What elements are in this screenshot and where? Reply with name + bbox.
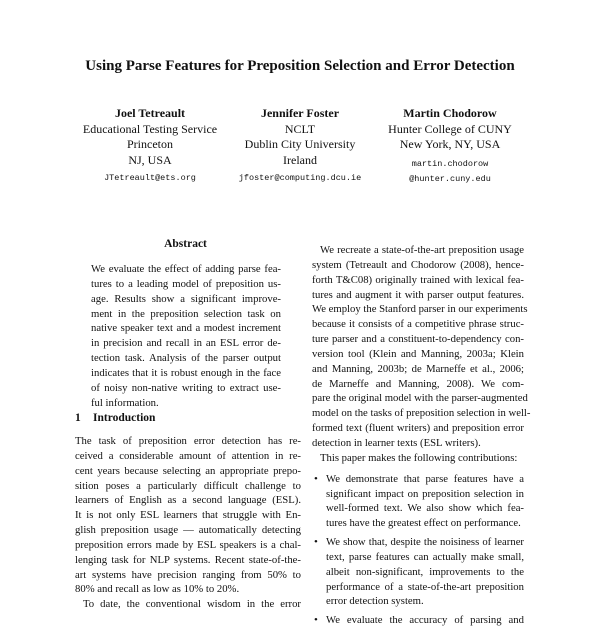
author-affiliation: Hunter College of CUNY (388, 121, 512, 136)
abstract-heading: Abstract (164, 238, 207, 250)
text-line: We employ the Stanford parser in our experiments (312, 303, 528, 316)
bullet-icon: • (314, 536, 318, 549)
abstract-text (91, 262, 281, 410)
text-line: performance of a state-of-the-art preposition (326, 580, 524, 593)
text-line: ful information. (91, 396, 159, 409)
text-line: tures to a leading model of preposition us- (91, 277, 281, 290)
author-affiliation: Dublin City University (244, 137, 356, 151)
text-line: because it consists of a competitive phrase struc- (312, 318, 524, 331)
author-block-1 (70, 106, 230, 187)
text-line: To date, the conventional wisdom in the error (83, 598, 301, 611)
right-column-text (312, 243, 531, 628)
text-line: cent years because selecting an appropriate prepo- (75, 464, 301, 477)
text-line: ture parser and a constituent-to-dependency con- (312, 333, 524, 346)
text-line: model on the tasks of preposition selection in well- (312, 407, 531, 420)
author-block-3 (370, 106, 530, 188)
author-name: Joel Tetreault (114, 106, 186, 120)
text-line: native speaker text and a modest increment (91, 322, 281, 335)
text-line: It is not only ESL learners that struggle with En- (75, 509, 301, 522)
author-affiliation: Educational Testing Service (82, 121, 218, 136)
text-line: in precision and recall in an ESL error de- (91, 337, 281, 350)
author-affiliation: NCLT (284, 121, 316, 136)
text-line: 80% and recall as low as 10% to 20%. (75, 583, 240, 596)
text-line: ceived a considerable amount of attention in re- (75, 449, 301, 462)
text-line: We evaluate the accuracy of parsing and (326, 614, 524, 627)
text-line: text, parse features can actually make small, (326, 550, 524, 563)
author-affiliation: NJ, USA (128, 152, 172, 167)
text-line: The task of preposition error detection has re- (75, 435, 301, 447)
text-line: tection task. Analysis of the parser output (91, 352, 281, 365)
text-line: of noisy non-native writing to extract use- (91, 381, 281, 394)
text-line: preposition errors made by ESL speakers is a chal- (75, 538, 301, 551)
text-line: age. Results show a significant improve- (91, 292, 281, 305)
author-affiliation: Princeton (127, 137, 173, 151)
bullet-icon: • (314, 614, 318, 627)
text-line: pare the original model with the parser-augmented (312, 392, 528, 405)
text-line: well-formed text. We also show which fea- (326, 502, 524, 515)
text-line: de Marneffe and Manning, 2008). We com- (312, 377, 524, 390)
text-line: We evaluate the effect of adding parse fea- (91, 263, 281, 275)
text-line: significant impact on preposition selection in (326, 487, 524, 500)
text-line: We demonstrate that parse features have a (326, 472, 524, 485)
text-line: tures and augment it with parser output features. (312, 288, 524, 301)
text-line: lenging task for NLP systems. Recent state-of-the- (75, 553, 301, 566)
author-email: JTetreault@ets.org (104, 173, 196, 183)
text-line: and Manning, 2003b; de Marneffe et al., 2006; (312, 362, 524, 375)
text-line: detection in learner texts (ESL writers). (312, 436, 481, 449)
section-title: Introduction (93, 412, 156, 424)
text-line: error detection system. (326, 595, 424, 608)
author-email: martin.chodorow (411, 158, 489, 169)
text-line: This paper makes the following contributions: (320, 451, 518, 464)
text-line: We recreate a state-of-the-art preposition usage (320, 244, 524, 256)
section-heading-introduction (75, 412, 155, 424)
bullet-icon: • (314, 472, 318, 485)
text-line: art systems have precision ranging from 50% to (75, 568, 301, 581)
author-name: Martin Chodorow (403, 106, 497, 120)
author-block-2 (220, 106, 380, 187)
text-line: learners of English as a second language (ESL). (75, 494, 301, 507)
author-affiliation: New York, NY, USA (399, 137, 501, 151)
text-line: albeit non-significant, improvements to the (326, 565, 524, 578)
contribution-bullet (312, 613, 524, 628)
author-email: @hunter.cuny.edu (409, 174, 491, 184)
author-email: jfoster@computing.dcu.ie (238, 173, 362, 183)
text-line: We show that, despite the noisiness of learner (326, 536, 524, 549)
author-affiliation: Ireland (283, 152, 317, 167)
contribution-bullet (312, 535, 524, 609)
introduction-text (75, 434, 301, 612)
text-line: version tool (Klein and Manning, 2003a; Klein (312, 347, 524, 360)
text-line: forth T&C08) originally trained with lexical fea- (312, 273, 524, 286)
text-line: system (Tetreault and Chodorow (2008), hence- (312, 258, 524, 271)
section-number: 1 (75, 412, 81, 424)
text-line: tures have the greatest effect on performance. (326, 517, 521, 530)
text-line: sition poses a particularly difficult challenge to (75, 479, 301, 492)
author-name: Jennifer Foster (260, 106, 340, 120)
contribution-bullet (312, 472, 524, 531)
text-line: ment in the preposition selection task on (91, 307, 281, 320)
text-line: formed text (fluent writers) and preposition error (312, 422, 524, 435)
paper-title: Using Parse Features for Preposition Selection and Error Detection (85, 58, 515, 74)
text-line: glish preposition usage — automatically detecting (75, 524, 301, 537)
text-line: indicates that it is robust enough in the face (91, 366, 281, 379)
